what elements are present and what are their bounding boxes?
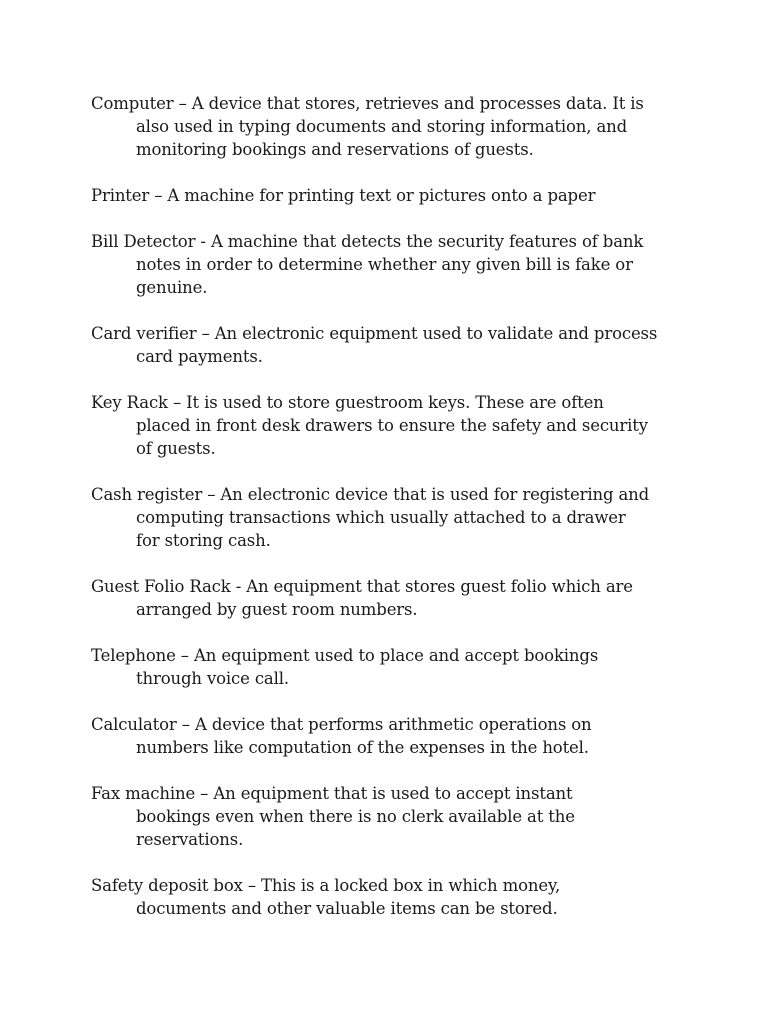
- definition-printer: Printer – A machine for printing text or pictures onto a paper: [91, 186, 596, 205]
- definition-computer: Computer – A device that stores, retrieves and processes data. It is also used in typing documents and storing information, and monitoring bookings and reservations of guests.: [91, 94, 644, 159]
- definition-calculator: Calculator – A device that performs arithmetic operations on numbers like computation of the expenses in the hotel.: [91, 715, 592, 757]
- definition-telephone: Telephone – An equipment used to place and accept bookings through voice call.: [91, 646, 599, 688]
- definition-guest-folio-rack: Guest Folio Rack - An equipment that stores guest folio which are arranged by guest room numbers.: [91, 577, 633, 619]
- definition-key-rack: Key Rack – It is used to store guestroom keys. These are often placed in front desk drawers to ensure the safety and security of guests.: [91, 393, 648, 458]
- equipment-definition-list: [91, 92, 691, 920]
- definition-fax-machine: Fax machine – An equipment that is used to accept instant bookings even when there is no clerk available at the reservations.: [91, 784, 575, 849]
- definition-cash-register: Cash register – An electronic device that is used for registering and computing transactions which usually attached to a drawer for storing cash.: [91, 485, 650, 550]
- definition-safety-deposit-box: Safety deposit box – This is a locked box in which money, documents and other valuable items can be stored.: [91, 876, 561, 918]
- definition-card-verifier: Card verifier – An electronic equipment used to validate and process card payments.: [91, 324, 658, 366]
- definition-bill-detector: Bill Detector - A machine that detects the security features of bank notes in order to determine whether any given bill is fake or genuine.: [91, 232, 644, 297]
